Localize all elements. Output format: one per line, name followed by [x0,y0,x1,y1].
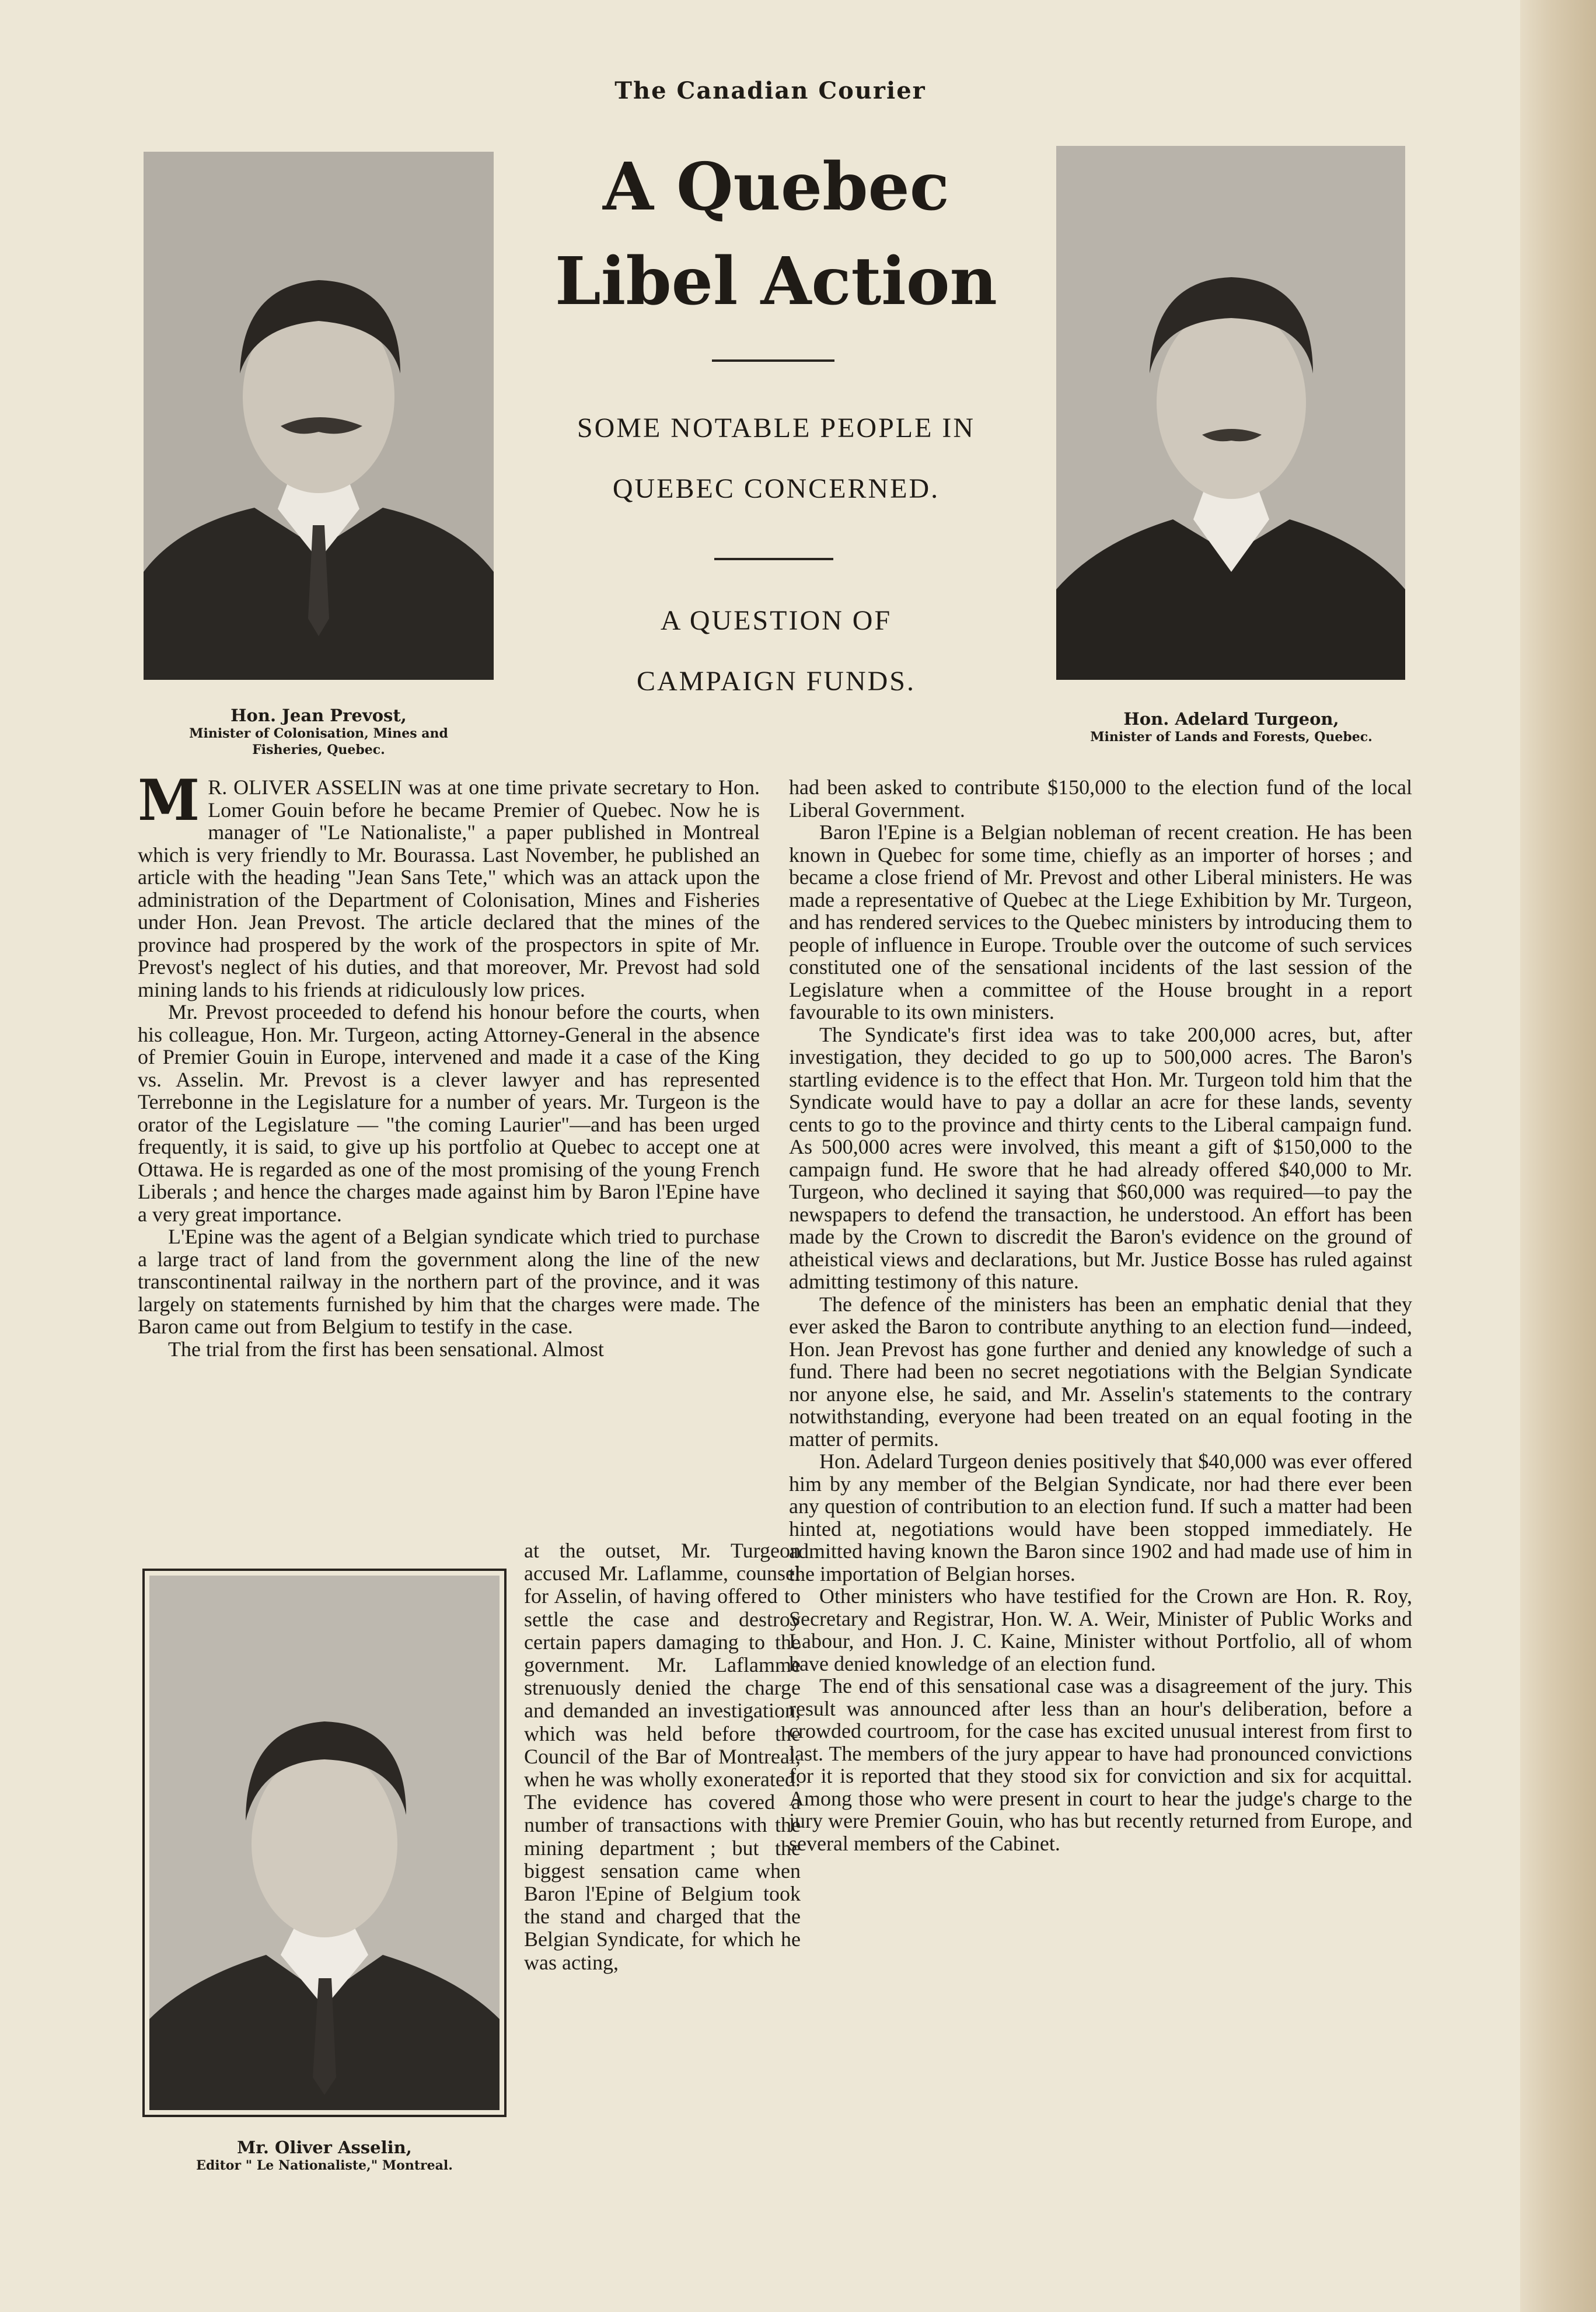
caption-title-line: Minister of Lands and Forests, Quebec. [1090,729,1373,745]
article-paragraph: The Syndicate's first idea was to take 200,000 acres, but, after investigation, they decided to go up to 500,000 acres. The Baron's startling evidence is to the effect that Hon. Mr. Turgeon told him that the Syndicate would have to pay a dollar an acre for these lands, seventy cents to go to the province and thirty cents to the Liberal campaign fund. As 500,000 acres were involved, this meant a gift of $150,000 to the campaign fund. He swore that he had already offered $40,000 to Mr. Turgeon, who declined it saying that $60,000 was required—to pay the newspapers to defend the transaction, he understood. An effort has been made by the Crown to discredit the Baron's evidence on the ground of atheistical views and declarations, but Mr. Justice Bosse has ruled against admitting testimony of this nature. [789,1022,1412,1293]
subhead-notable-people [502,398,1050,519]
article-narrow-text: at the outset, Mr. Turgeon accused Mr. Laflamme, counsel for Asselin, of having offered to settle the case and destroy certain papers damaging to the government. Mr. Laflamme strenuously denied the charge and demanded an investigation, which was held before the Council of the Bar of Montreal, when he was wholly exonerated. The evidence has covered a number of transactions with the mining department ; but the biggest sensation came when Baron l'Epine of Belgium took the stand and charged that the Belgian Syndicate, for which he was acting, [524,1539,801,1974]
caption-title-line: Minister of Colonisation, Mines and [189,726,448,742]
article-paragraph: The defence of the ministers has been an emphatic denial that they ever asked the Baron to contribute anything to an election fund—indeed, Hon. Jean Prevost has gone further and denied any knowledge of such a fund. There had been no secret negotiations with the Belgian Syndicate nor anyone else, he said, and Mr. Asselin's statements to the contrary notwithstanding, everyone had been treated on an equal footing in the matter of permits. [789,1292,1412,1451]
article-column-left [138,767,760,1361]
article-paragraph: had been asked to contribute $150,000 to the election fund of the local Liberal Government. [789,776,1412,822]
dropcap: M [138,767,200,833]
divider-rule [712,359,834,362]
headline-line: A Quebec [603,149,949,225]
subhead-campaign-funds [502,591,1050,712]
article-paragraph: Mr. Prevost proceeded to defend his honour before the courts, when his colleague, Hon. Mr. Turgeon, acting Attorney-General in the absence of Premier Gouin in Europe, intervened and made it a case of the King vs. Asselin. Mr. Prevost is a clever lawyer and has represented Terrebonne in the Legislature for a number of years. Mr. Turgeon is the orator of the Legislature — "the coming Laurier"—and has been urged frequently, it is said, to give up his portfolio at Quebec to accept one at Ottawa. He is regarded as one of the most promising of the young French Liberals ; and hence the charges made against him by Baron l'Epine have a very great importance. [138,1000,760,1226]
caption-jean-prevost [144,705,494,758]
article-paragraph: The trial from the first has been sensational. Almost [168,1337,604,1361]
article-paragraph [138,767,760,1001]
article-paragraph: Other ministers who have testified for the Crown are Hon. R. Roy, Secretary and Registrar, Hon. W. A. Weir, Minister of Public Works and Labour, and Hon. J. C. Kaine, Minister without Portfolio, all of whom have denied knowledge of an election fund. [789,1584,1412,1675]
subhead-line: A QUESTION OF [660,605,892,636]
divider-rule [714,558,833,560]
article-paragraph: The end of this sensational case was a disagreement of the jury. This result was announced after less than an hour's deliberation, before a crowded courtroom, for the case has excited unusual interest from first to last. The members of the jury appear to have had pronounced convictions for it is reported that they stood six for conviction and six for acquittal. Among those who were present in court to hear the judge's charge to the jury were Premier Gouin, who has but recently returned from Europe, and several members of the Cabinet. [789,1674,1412,1855]
portrait-frame-oliver-asselin [142,1569,507,2117]
caption-oliver-asselin [138,2137,511,2174]
caption-title-line: Editor " Le Nationaliste," Montreal. [196,2158,453,2174]
article-paragraph: Baron l'Epine is a Belgian nobleman of recent creation. He has been known in Quebec for some time, chiefly as an importer of horses ; and became a close friend of Mr. Prevost and other Liberal ministers. He was made a representative of Quebec at the Liege Exhibition by Mr. Turgeon, and has rendered services to the Quebec ministers by introducing them to people of influence in Europe. Trouble over the outcome of such services constituted one of the sensational incidents of the last session of the Legislature when a committee of the House brought in a report favourable to its own ministers. [789,820,1412,1024]
caption-name: Hon. Adelard Turgeon, [1123,709,1339,729]
article-column-right [789,776,1412,1855]
subhead-line: SOME NOTABLE PEOPLE IN [577,413,976,443]
caption-title-line: Fisheries, Quebec. [252,742,385,757]
page-edge-shadow [1520,0,1596,2312]
portrait-adelard-turgeon [1056,146,1405,680]
portrait-jean-prevost [144,152,494,680]
article-paragraph-text: R. OLIVER ASSELIN was at one time private secretary to Hon. Lomer Gouin before he became Premier of Quebec. Now he is manager of "Le Nationaliste," a paper published in Montreal which is very friendly to Mr. Bourassa. Last November, he published an article with the heading "Jean Sans Tete," which was an attack upon the administration of the Department of Colonisation, Mines and Fisheries under Hon. Jean Prevost. The article declared that the mines of the province had prospered by the work of the prospectors in spite of Mr. Prevost's neglect of his duties, and that moreover, Mr. Prevost had sold mining lands to his friends at ridiculously low prices. [138,776,760,1001]
caption-name: Mr. Oliver Asselin, [237,2138,412,2157]
headline-line: Libel Action [555,243,997,320]
subhead-line: QUEBEC CONCERNED. [612,473,940,504]
article-paragraph: L'Epine was the agent of a Belgian syndicate which tried to purchase a large tract of land from the government along the line of the new transcontinental railway in the northern part of the province, and it was largely on statements furnished by him that the charges were made. The Baron came out from Belgium to testify in the case. [138,1225,760,1338]
subhead-line: CAMPAIGN FUNDS. [636,666,916,697]
headline [514,140,1039,329]
article-paragraph: Hon. Adelard Turgeon denies positively that $40,000 was ever offered him by any member of the Belgian Syndicate, nor had there ever been any question of contribution to an election fund. If such a matter had been hinted at, negotiations would have been stopped immediately. He admitted having known the Baron since 1902 and had made use of him in the importation of Belgian horses. [789,1450,1412,1585]
caption-name: Hon. Jean Prevost, [231,706,407,725]
caption-adelard-turgeon [1045,708,1418,746]
masthead: The Canadian Courier [614,77,926,104]
portrait-oliver-asselin [149,1576,500,2110]
